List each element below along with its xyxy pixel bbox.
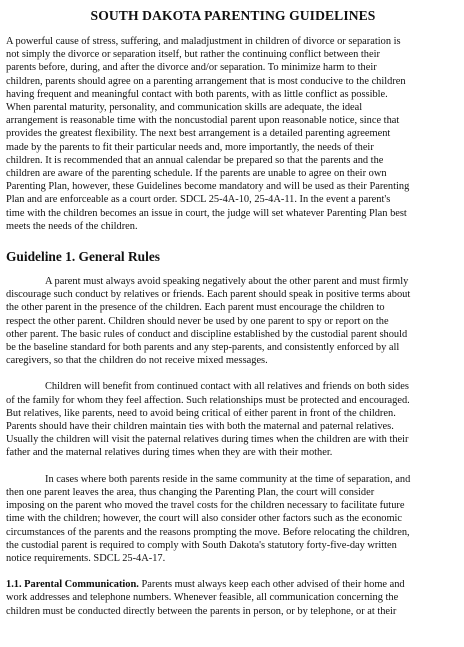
guideline-heading: Guideline 1. General Rules: [6, 249, 160, 265]
section-text: Parents must always keep each other advised of their home and: [138, 579, 405, 591]
text-line: Parents should have their children maintain ties with both the maternal and paternal relatives.: [6, 421, 394, 433]
paragraph-relatives: [6, 380, 460, 459]
text-line: work addresses and telephone numbers. Whenever feasible, all communication concerning the: [6, 592, 399, 604]
text-line: But relatives, like parents, need to avoid being critical of either parent in front of the children.: [6, 407, 396, 419]
text-line: parents before, during, and after the divorce and/or separation. To minimize harm to their: [6, 62, 377, 74]
text-line: Usually the children will visit the paternal relatives during times when the children are with their: [6, 434, 409, 446]
text-line: In cases where both parents reside in the same community at the time of separation, and: [45, 473, 411, 485]
paragraph-conduct: [6, 275, 460, 367]
paragraph-gap: [6, 460, 460, 473]
text-line: notice requirements. SDCL 25-4A-17.: [6, 552, 166, 564]
text-line: discourage such conduct by relatives or friends. Each parent should speak in positive terms about: [6, 289, 411, 301]
text-line: children, parents should agree on a parenting arrangement that is most conducive to the children: [6, 75, 406, 87]
document-page: [6, 7, 460, 618]
text-line: children must be conducted directly between the parents in person, or by telephone, or at their: [6, 605, 397, 617]
text-line: time with the children becomes an issue in court, the judge will set whatever Parenting Plan best: [6, 207, 407, 219]
text-line: of the family for whom they feel affection. Such relationships must be protected and encouraged.: [6, 394, 410, 406]
text-line: be the baseline standard for both parents and any step-parents, and consistently enforced by all: [6, 342, 400, 354]
text-line: made by the parents to fit their particular needs and, more importantly, the needs of their: [6, 141, 374, 153]
paragraph-gap: [6, 565, 460, 578]
document-title: SOUTH DAKOTA PARENTING GUIDELINES: [90, 8, 376, 23]
text-line: meets the needs of the children.: [6, 220, 138, 232]
text-line: imposing on the parent who moved the travel costs for the children necessary to facilitate future: [6, 500, 405, 512]
text-line: not simply the divorce or separation itself, but rather the continuing conflict between their: [6, 49, 380, 61]
text-line: the other parent in the presence of the children. Each parent must encourage the children to: [6, 302, 385, 314]
text-line: children. It is recommended that an annual calendar be prepared so that the parents and the: [6, 154, 384, 166]
section-title: 1.1. Parental Communication.: [6, 579, 139, 591]
text-line: caregivers, so that the children do not receive mixed messages.: [6, 355, 268, 367]
section-parental-communication: [6, 578, 460, 618]
text-line: having frequent and meaningful contact with both parents, with as little conflict as possible.: [6, 88, 388, 100]
text-line: father and the maternal relatives during times when they are with their mother.: [6, 447, 333, 459]
text-line: then one parent leaves the area, thus changing the Parenting Plan, the court will consider: [6, 486, 375, 498]
text-line: A parent must always avoid speaking negatively about the other parent and must firmly: [45, 276, 409, 288]
text-line: time with the children; however, the court will also consider other factors such as the economic: [6, 513, 403, 525]
text-line: A powerful cause of stress, suffering, and maladjustment in children of divorce or separation is: [6, 36, 401, 47]
section-first-line: [6, 578, 460, 591]
text-line: other parent. The basic rules of conduct and discipline established by the custodial parent should: [6, 328, 408, 340]
text-line: the custodial parent is required to comply with South Dakota's statutory forty-five-day written: [6, 539, 397, 551]
text-line: provides the greatest flexibility. The next best arrangement is a detailed parenting agreement: [6, 128, 391, 140]
paragraph-relocation: [6, 473, 460, 565]
text-line: circumstances of the parents and the reasons prompting the move. Before relocating the children,: [6, 526, 410, 538]
text-line: Children will benefit from continued contact with all relatives and friends on both sides: [45, 381, 409, 393]
text-line: When parental maturity, personality, and communication skills are adequate, the ideal: [6, 102, 363, 114]
text-line: Parenting Plan, however, these Guidelines become mandatory and will be used as their Parenting: [6, 181, 410, 193]
text-line: arrangement is reasonable time with the noncustodial parent upon reasonable notice, since that: [6, 115, 400, 127]
paragraph-gap: [6, 367, 460, 380]
text-line: respect the other parent. Children should never be used by one parent to spy or report on the: [6, 315, 389, 327]
intro-paragraph: [6, 35, 460, 233]
text-line: children are aware of the parenting schedule. If the parents are unable to agree on their own: [6, 168, 387, 180]
text-line: Plan and are enforceable as a court order. SDCL 25-4A-10, 25-4A-11. In the event a parent's: [6, 194, 391, 206]
